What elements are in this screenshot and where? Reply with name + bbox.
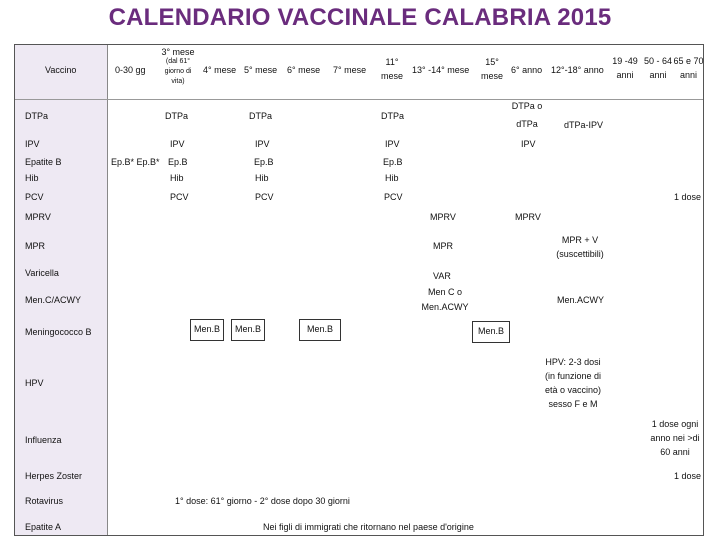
row-mpr-12y-a: MPR + V — [561, 235, 599, 245]
row-dtpa-name: DTPa — [25, 111, 49, 121]
row-mpr-12y-b: (suscettibili) — [556, 249, 604, 259]
header-5-mese: 5° mese — [244, 65, 278, 75]
row-epb-11m: Ep.B — [383, 157, 403, 167]
header-65-70: 65 e 70 — [673, 56, 704, 66]
row-menc-12y: Men.ACWY — [557, 295, 605, 305]
row-hpv-c: età o vaccino) — [544, 385, 602, 395]
row-epb-3m: Ep.B — [168, 157, 188, 167]
row-pcv-3m: PCV — [170, 192, 189, 202]
row-hz-65: 1 dose — [673, 471, 701, 481]
row-flu-c: 60 anni — [660, 447, 690, 457]
header-15-mese-b: mese — [480, 71, 503, 81]
header-0-30gg: 0-30 gg — [115, 65, 146, 75]
row-ipv-6y: IPV — [521, 139, 536, 149]
header-50-64-b: anni — [649, 70, 667, 80]
header-7-mese: 7° mese — [333, 65, 367, 75]
header-vaccino: Vaccino — [45, 65, 77, 75]
row-ipv-5m: IPV — [255, 139, 270, 149]
row-hpv-b: (in funzione di — [544, 371, 602, 381]
row-mprv-name: MPRV — [25, 212, 51, 222]
row-hib-11m: Hib — [385, 173, 399, 183]
row-ipv-3m: IPV — [170, 139, 185, 149]
row-dtpa-6y-b: dTPa — [516, 119, 538, 129]
row-epa-note: Nei figli di immigrati che ritornano nel paese d'origine — [263, 522, 474, 532]
row-hz-name: Herpes Zoster — [25, 471, 83, 481]
row-menb-15m: Men.B — [472, 321, 510, 343]
row-hib-3m: Hib — [170, 173, 184, 183]
row-flu-b: anno nei >di — [650, 433, 700, 443]
vaccine-schedule-table — [14, 44, 704, 536]
row-menb-6m: Men.B — [299, 319, 341, 341]
row-mprv-13m: MPRV — [430, 212, 456, 222]
row-menc-name: Men.C/ACWY — [25, 295, 82, 305]
row-dtpa-3m: DTPa — [165, 111, 189, 121]
row-ipv-name: IPV — [25, 139, 40, 149]
row-epa-name: Epatite A — [25, 522, 62, 532]
row-hpv-a: HPV: 2-3 dosi — [545, 357, 601, 367]
header-12-18-anno: 12°-18° anno — [551, 65, 604, 75]
row-dtpa-5m: DTPa — [249, 111, 273, 121]
row-ipv-11m: IPV — [385, 139, 400, 149]
row-flu-name: Influenza — [25, 435, 62, 445]
row-var-13m: VAR — [433, 271, 451, 281]
row-hib-5m: Hib — [255, 173, 269, 183]
header-4-mese: 4° mese — [203, 65, 237, 75]
row-dtpa-12y: dTPa-IPV — [564, 120, 604, 130]
header-65-70-b: anni — [679, 70, 697, 80]
row-dtpa-11m: DTPa — [381, 111, 405, 121]
row-epb-0: Ep.B* Ep.B* — [111, 157, 160, 167]
header-11-mese: 11° — [385, 57, 399, 67]
row-mpr-13m: MPR — [433, 241, 453, 251]
header-6-anno: 6° anno — [511, 65, 543, 75]
row-epb-5m: Ep.B — [254, 157, 274, 167]
row-menb-name: Meningococco B — [25, 327, 92, 337]
header-11-mese-b: mese — [380, 71, 403, 81]
row-hib-name: Hib — [25, 173, 39, 183]
header-3-mese-sub3: vita) — [171, 78, 185, 85]
row-pcv-5m: PCV — [255, 192, 274, 202]
row-epb-name: Epatite B — [25, 157, 62, 167]
row-menb-4m: Men.B — [231, 319, 265, 341]
header-15-mese: 15° — [485, 57, 499, 67]
header-3-mese: 3° mese — [161, 47, 195, 57]
row-menb-3m: Men.B — [190, 319, 224, 341]
row-pcv-name: PCV — [25, 192, 44, 202]
header-3-mese-sub2: giorno di — [164, 68, 192, 75]
header-13-14-mese: 13° -14° mese — [412, 65, 470, 75]
row-rota-note: 1° dose: 61° giorno - 2° dose dopo 30 giorni — [175, 496, 350, 506]
row-hpv-name: HPV — [25, 378, 44, 388]
row-pcv-11m: PCV — [384, 192, 403, 202]
row-mprv-6y: MPRV — [515, 212, 541, 222]
row-rota-name: Rotavirus — [25, 496, 64, 506]
row-hpv-d: sesso F e M — [548, 399, 598, 409]
header-3-mese-sub1: (dal 61° — [165, 58, 191, 65]
row-dtpa-6y-a: DTPa o — [511, 101, 543, 111]
header-19-49-b: anni — [616, 70, 634, 80]
page-title: CALENDARIO VACCINALE CALABRIA 2015 — [108, 4, 612, 31]
row-var-name: Varicella — [25, 268, 59, 278]
row-flu-a: 1 dose ogni — [651, 419, 699, 429]
header-19-49: 19 -49 — [612, 56, 638, 66]
row-menc-13m-a: Men C o — [427, 287, 462, 297]
row-menc-13m-b: Men.ACWY — [421, 302, 469, 312]
header-6-mese: 6° mese — [287, 65, 321, 75]
row-pcv-65: 1 dose — [673, 192, 701, 202]
header-50-64: 50 - 64 — [643, 56, 673, 66]
row-mpr-name: MPR — [25, 241, 45, 251]
